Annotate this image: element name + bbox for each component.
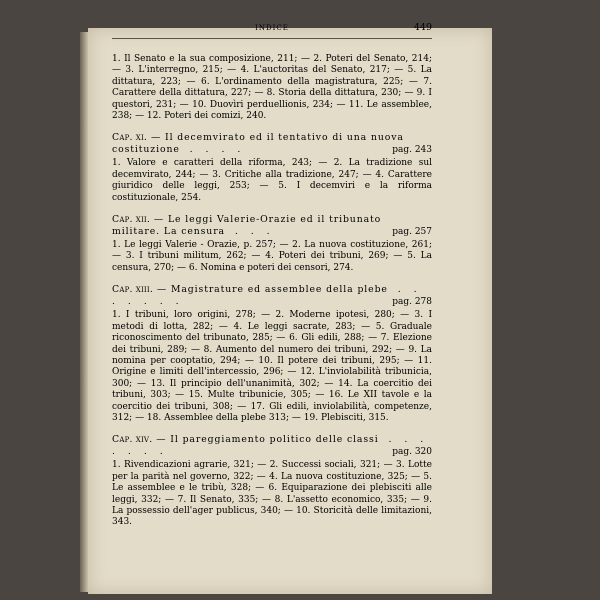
chapter-xiv bbox=[112, 434, 432, 528]
chapter-xii-number: Cap. xii. bbox=[112, 214, 151, 226]
chapter-xii-dots: . . . bbox=[234, 226, 275, 238]
chapter-xiii bbox=[112, 284, 432, 424]
chapter-xiii-number: Cap. xiii. bbox=[112, 284, 154, 296]
chapter-xii bbox=[112, 214, 432, 274]
page-edge bbox=[80, 32, 88, 592]
chapter-xii-heading bbox=[112, 214, 432, 238]
chapter-xi-title: — Il decemvirato ed il tentativo di una nuova costituzione bbox=[112, 132, 404, 156]
chapter-xii-page: pag. 257 bbox=[392, 227, 432, 238]
chapter-xiv-title: — Il pareggiamento politico delle classi bbox=[156, 434, 379, 446]
chapter-xiv-number: Cap. xiv. bbox=[112, 434, 153, 446]
running-header bbox=[112, 22, 432, 39]
chapter-xiii-title: — Magistrature ed assemblee della plebe bbox=[156, 284, 388, 296]
index-body bbox=[112, 46, 432, 529]
section-0 bbox=[112, 54, 432, 122]
chapter-xiii-dots: . . . . . . . bbox=[112, 284, 422, 308]
chapter-xiv-page: pag. 320 bbox=[392, 447, 432, 458]
chapter-xi-dots: . . . . bbox=[189, 144, 246, 156]
chapter-xiii-heading bbox=[112, 284, 432, 308]
chapter-xiii-text: 1. I tribuni, loro origini, 278; — 2. Moderne ipotesi, 280; — 3. I metodi di lotta, 282; — 4. Le leggi sacrate, 283; — 5. Graduale riconoscimento del tribunato, 285; — 6. Gli edili, 288; — 7. Elezione dei tribuni, 289; — 8. Aumento del numero dei tribuni, 292; — 9. La nomina per cooptatio, 294; — 10. Il potere dei tribuni, 295; — 11. Origine e limiti dell'intercessio, 296; — 12. L'inviolabilità tribunicia, 300; — 13. Il principio dell'unanimità, 302; — 14. La coercitio dei tribuni, 303; — 15. Multe tribunicie, 305; — 16. Le XII tavole e la coercitio dei tribuni, 308; — 17. Gli edili, inviolabilità, competenze, 312; — 18. Assemblee della plebe 313; — 19. Plebisciti, 315. bbox=[112, 310, 432, 423]
chapter-xiv-heading bbox=[112, 434, 432, 458]
chapter-xi-heading bbox=[112, 132, 432, 156]
chapter-xi-page: pag. 243 bbox=[392, 145, 432, 156]
chapter-xiv-dots: . . . . . . . bbox=[112, 434, 429, 458]
chapter-xi-text: 1. Valore e caratteri della riforma, 243; — 2. La tradizione sul decemvirato, 244; — 3. Critiche alla tradizione, 247; — 4. Carattere giuridico delle leggi, 253; — 5. I decemviri e la riforma costituzionale, 254. bbox=[112, 158, 432, 203]
chapter-xiv-text: 1. Rivendicazioni agrarie, 321; — 2. Successi sociali, 321; — 3. Lotte per la parità nel governo, 322; — 4. La nuova costituzione, 325; — 5. Le assemblee e le tribù, 328; — 6. Equiparazione dei plebisciti alle leggi, 332; — 7. Il Senato, 335; — 8. L'assetto economico, 335; — 9. La possessio dell'ager publicus, 340; — 10. Storicità delle limitazioni, 343. bbox=[112, 460, 432, 528]
header-title: INDICE bbox=[255, 24, 289, 32]
chapter-xi bbox=[112, 132, 432, 204]
page-number: 449 bbox=[413, 22, 432, 33]
chapter-xii-text: 1. Le leggi Valerie - Orazie, p. 257; — 2. La nuova costituzione, 261; — 3. I tribuni militum, 262; — 4. Poteri dei tribuni, 269; — 5. La censura, 270; — 6. Nomina e poteri dei censori, 274. bbox=[112, 240, 432, 273]
section-0-text: 1. Il Senato e la sua composizione, 211; — 2. Poteri del Senato, 214; — 3. L'interregno, 215; — 4. L'auctoritas del Senato, 217; — 5. La dittatura, 223; — 6. L'ordinamento della magistratura, 225; — 7. Carattere della dittatura, 227; — 8. Storia della dittatura, 230; — 9. I questori, 231; — 10. Duovìri perduellionis, 234; — 11. Le assemblee, 238; — 12. Poteri dei comizi, 240. bbox=[112, 54, 432, 122]
chapter-xii-title: — Le leggi Valerie-Orazie ed il tribunato militare. La censura bbox=[112, 214, 382, 238]
chapter-xi-number: Cap. xi. bbox=[112, 132, 148, 144]
chapter-xiii-page: pag. 278 bbox=[392, 297, 432, 308]
